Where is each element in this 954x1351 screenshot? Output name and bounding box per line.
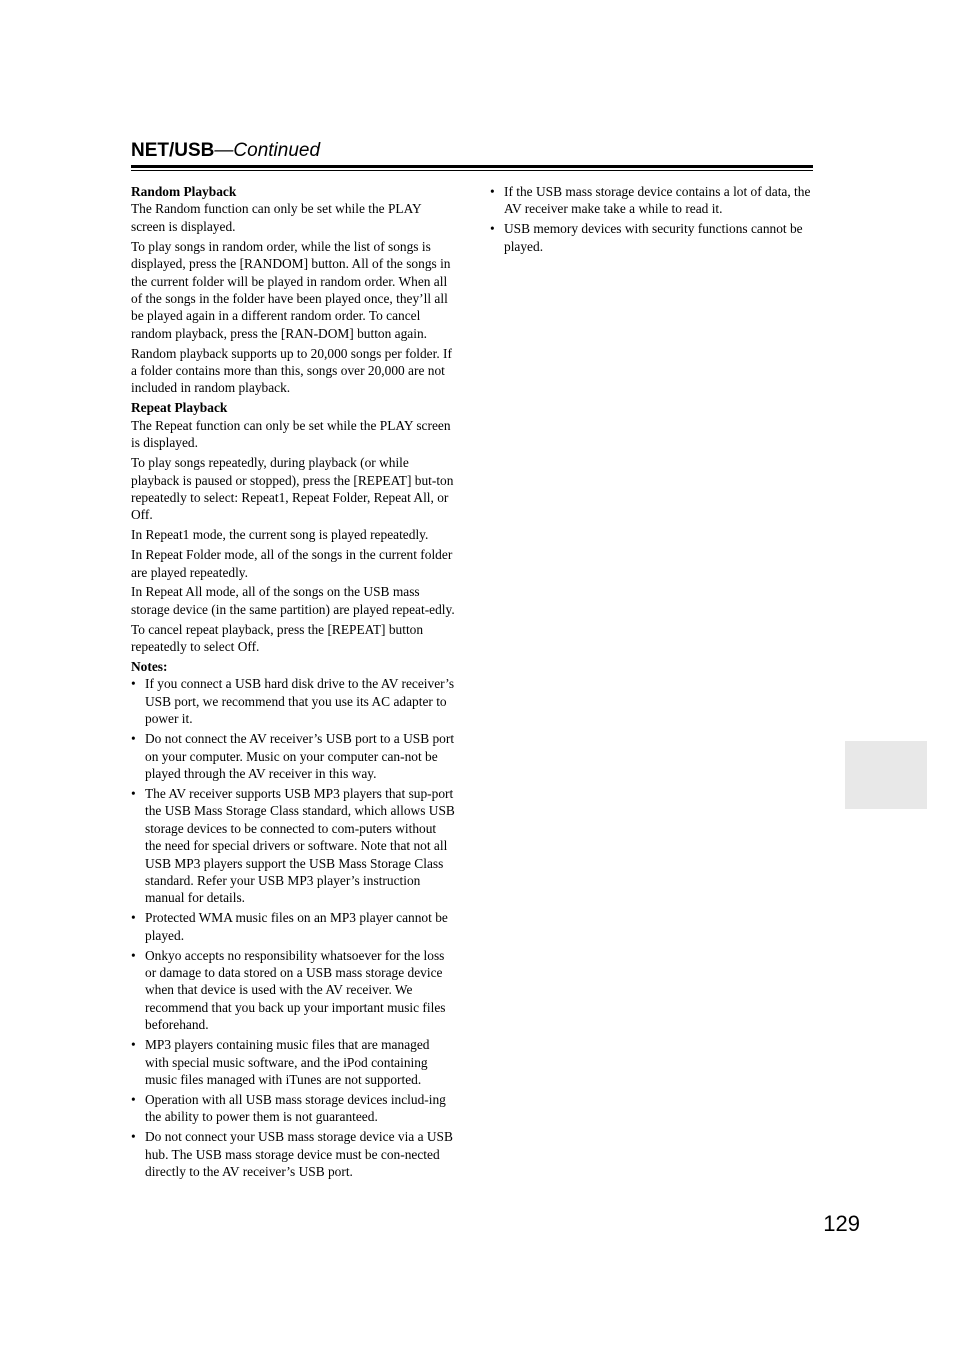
repeat-playback-section (131, 399, 455, 655)
note-text: USB memory devices with security functions cannot be played. (504, 221, 803, 254)
repeat-paragraph: In Repeat1 mode, the current song is played repeatedly. (131, 527, 429, 543)
section-title (131, 138, 813, 164)
page-number: 129 (823, 1211, 860, 1236)
bullet-icon: • (131, 785, 136, 801)
header-rule-thick (131, 165, 813, 168)
bullet-icon: • (131, 1129, 136, 1145)
note-text: If you connect a USB hard disk drive to the AV receiver’s USB port, we recommend that you use its AC adapter to power it. (145, 676, 455, 727)
notes-section (131, 658, 455, 1180)
note-item (131, 909, 455, 944)
chapter-tab (845, 741, 927, 809)
note-item (131, 1036, 455, 1088)
repeat-paragraph: The Repeat function can only be set while the PLAY screen is displayed. (131, 417, 451, 451)
header-rule-thin (131, 170, 813, 171)
left-column (131, 183, 455, 1183)
right-column (490, 183, 813, 258)
random-playback-section (131, 183, 455, 397)
random-paragraph: To play songs in random order, while the list of songs is displayed, press the [RANDOM] button. All of the songs in the current folder will be played in random order. When all of the songs in the folder have been played once, they’ll all be played again in a different random order. To cancel random playback, press the [RAN-DOM] button again. (131, 238, 451, 341)
note-item (131, 1091, 455, 1126)
page-header (131, 138, 813, 164)
note-text: If the USB mass storage device contains a lot of data, the AV receiver make take a while to read it. (504, 184, 811, 217)
bullet-icon: • (131, 731, 136, 747)
section-title-continued: —Continued (214, 140, 321, 161)
bullet-icon: • (131, 676, 136, 692)
note-item (490, 183, 813, 218)
repeat-paragraph: To play songs repeatedly, during playback (or while playback is paused or stopped), press the [REPEAT] but-ton repeatedly to select: Repeat1, Repeat Folder, Repeat All, or Off. (131, 455, 454, 523)
bullet-icon: • (490, 184, 495, 199)
bullet-icon: • (131, 1037, 136, 1053)
bullet-icon: • (490, 221, 495, 237)
note-text: Operation with all USB mass storage devices includ-ing the ability to power them is not guaranteed. (145, 1091, 446, 1125)
random-playback-heading: Random Playback (131, 184, 237, 199)
bullet-icon: • (131, 947, 136, 963)
notes-heading: Notes: (131, 659, 168, 675)
note-text: Do not connect your USB mass storage device via a USB hub. The USB mass storage device must be con-nected directly to the AV receiver’s USB port. (145, 1129, 453, 1179)
bullet-icon: • (131, 910, 136, 926)
note-item (490, 220, 813, 255)
bullet-icon: • (131, 1091, 136, 1107)
note-item (131, 730, 455, 782)
notes-continued-list (490, 183, 813, 255)
note-item (131, 675, 455, 727)
note-item (131, 785, 455, 907)
note-text: Do not connect the AV receiver’s USB port to a USB port on your computer. Music on your computer can-not be played through the AV receiver in this way. (145, 731, 455, 781)
note-item (131, 1128, 455, 1180)
repeat-paragraph: To cancel repeat playback, press the [REPEAT] button repeatedly to select Off. (131, 621, 424, 655)
note-text: Protected WMA music files on an MP3 player cannot be played. (145, 910, 448, 943)
notes-list (131, 675, 455, 1180)
note-item (131, 947, 455, 1034)
note-text: MP3 players containing music files that are managed with special music software, and the iPod containing music files managed with iTunes are not supported. (145, 1037, 430, 1087)
section-title-main: NET/USB (131, 140, 215, 161)
random-paragraph: Random playback supports up to 20,000 songs per folder. If a folder contains more than this, songs over 20,000 are not included in random playback. (131, 345, 452, 396)
repeat-paragraph: In Repeat All mode, all of the songs on the USB mass storage device (in the same partition) are played repeat-edly. (131, 584, 455, 617)
note-text: Onkyo accepts no responsibility whatsoever for the loss or damage to data stored on a USB mass storage device when that device is used with the AV receiver. We recommend that you back up your important music files beforehand. (145, 947, 446, 1033)
repeat-playback-heading: Repeat Playback (131, 400, 228, 416)
random-paragraph: The Random function can only be set while the PLAY screen is displayed. (131, 201, 422, 234)
note-text: The AV receiver supports USB MP3 players that sup-port the USB Mass Storage Class standard, which allows USB storage devices to be connected to com-puters without the need for special drivers or software. Note that not all USB MP3 players support the USB Mass Storage Class standard. Refer your USB MP3 player’s instruction manual for details. (145, 785, 455, 906)
repeat-paragraph: In Repeat Folder mode, all of the songs in the current folder are played repeatedly. (131, 547, 453, 580)
